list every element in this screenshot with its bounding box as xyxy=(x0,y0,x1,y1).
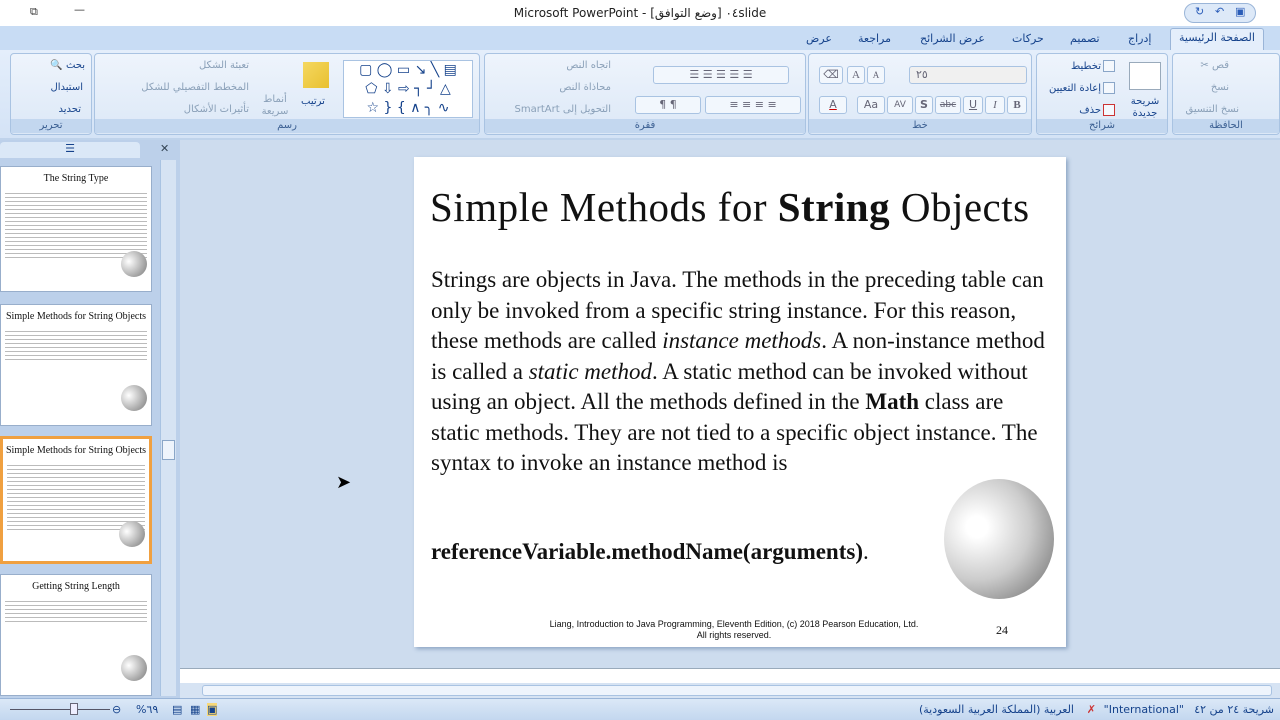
change-case-button[interactable]: Aa xyxy=(857,96,885,114)
shape-effects-button[interactable]: تأثيرات الأشكال xyxy=(183,104,249,115)
replace-button[interactable]: استبدال xyxy=(50,82,83,93)
body-text: . A static method can be invoked without using an object. All the methods defined in the xyxy=(431,358,1028,414)
thumbnail-title: Simple Methods for String Objects xyxy=(6,311,146,322)
footer-line: All rights reserved. xyxy=(696,630,772,640)
slide-title[interactable] xyxy=(430,183,1030,231)
scroll-thumb[interactable] xyxy=(202,685,1272,696)
language-indicator[interactable]: العربية (المملكة العربية السعودية) xyxy=(918,703,1074,716)
slides-group xyxy=(1036,53,1168,135)
slide-thumbnail[interactable] xyxy=(0,304,152,426)
slide-thumbnail[interactable] xyxy=(0,166,152,292)
theme-name: "International" xyxy=(1103,703,1184,716)
scroll-thumb[interactable] xyxy=(162,440,175,460)
footer-line: Liang, Introduction to Java Programming, Eleventh Edition, (c) 2018 Pearson Education, Ltd. xyxy=(549,619,919,629)
paragraph-group xyxy=(484,53,806,135)
slide-body-text[interactable] xyxy=(431,265,1051,479)
tab-animations[interactable]: حركات xyxy=(1012,32,1044,45)
alignment-icon[interactable]: ≡ ≡ ≡ ≡ xyxy=(705,96,801,114)
body-text: Strings are objects in Java. The methods in the preceding table can only be invoked from a specific string instance. For this reason, these methods are called xyxy=(431,267,1044,353)
thumbnail-title: Simple Methods for String Objects xyxy=(6,445,146,456)
tab-design[interactable]: تصميم xyxy=(1070,32,1100,45)
drawing-group xyxy=(94,53,480,135)
copy-button[interactable] xyxy=(1211,82,1229,93)
drawing-label: رسم xyxy=(95,119,479,133)
format-painter-label: نسخ التنسيق xyxy=(1185,104,1239,115)
restore-icon[interactable]: ⧉ xyxy=(30,5,38,18)
editing-group xyxy=(10,53,92,135)
clear-formatting-icon[interactable]: ⌫ xyxy=(819,66,843,84)
character-spacing-button[interactable]: AV xyxy=(887,96,913,114)
convert-smartart-button[interactable]: التحويل إلى SmartArt xyxy=(514,104,611,115)
select-button[interactable]: تحديد xyxy=(58,104,81,115)
find-button[interactable]: بحث 🔍 xyxy=(50,60,85,71)
zoom-slider[interactable] xyxy=(10,709,110,710)
font-color-button[interactable]: A xyxy=(819,96,847,114)
slide-number: 24 xyxy=(996,623,1008,637)
font-group xyxy=(808,53,1032,135)
notes-pane[interactable] xyxy=(180,668,1280,683)
text-direction-icon[interactable]: ¶ ¶ xyxy=(635,96,701,114)
reset-button[interactable] xyxy=(1049,82,1115,94)
slide-count: شريحة ٢٤ من ٤٢ xyxy=(1194,703,1274,716)
globe-image xyxy=(944,479,1054,599)
format-painter-button[interactable] xyxy=(1186,104,1239,115)
italic-button[interactable]: I xyxy=(985,96,1005,114)
font-size-field[interactable]: ٢٥ xyxy=(909,66,1027,84)
underline-button[interactable]: U xyxy=(963,96,983,114)
normal-view-icon[interactable]: ▤ xyxy=(172,703,183,716)
close-pane-icon[interactable]: ✕ xyxy=(160,142,170,155)
tab-view[interactable]: عرض xyxy=(806,32,832,45)
slideshow-icon[interactable]: ▣ xyxy=(207,703,218,716)
slide-sorter-icon[interactable]: ▦ xyxy=(190,703,201,716)
text-direction-button[interactable]: اتجاه النص xyxy=(566,60,611,71)
ribbon xyxy=(0,50,1280,138)
slide-thumbnail-selected[interactable] xyxy=(0,436,152,564)
status-bar xyxy=(0,698,1280,720)
find-label: بحث xyxy=(65,60,85,71)
title-part: Objects xyxy=(890,184,1030,230)
syntax-code: referenceVariable.methodName(arguments) xyxy=(431,539,863,564)
cut-label: قص xyxy=(1211,60,1229,71)
zoom-slider-thumb[interactable] xyxy=(70,703,78,715)
shadow-button[interactable]: S xyxy=(915,96,933,114)
new-slide-icon xyxy=(1129,62,1161,90)
slides-pane xyxy=(0,140,180,698)
tab-slideshow[interactable]: عرض الشرائح xyxy=(920,32,985,45)
zoom-out-icon[interactable]: ⊖ xyxy=(112,703,122,716)
slide-footer xyxy=(534,619,934,641)
slide-thumbnail[interactable] xyxy=(0,574,152,696)
shapes-gallery[interactable]: ▢ ◯ ▭ ↘ ╲ ▤ ⬠ ⇩ ⇨ ┐ ┘ △ ☆ } { ∧ ╮ ∿ xyxy=(343,60,473,118)
minimize-icon[interactable]: — xyxy=(74,3,85,16)
cut-button[interactable]: قص ✂ xyxy=(1200,60,1229,71)
arrange-icon xyxy=(303,62,329,88)
reset-label: إعادة التعيين xyxy=(1049,83,1101,94)
mouse-cursor-icon: ➤ xyxy=(336,472,352,493)
body-italic: instance methods xyxy=(662,328,822,353)
clipboard-group xyxy=(1172,53,1280,135)
slide-canvas[interactable] xyxy=(414,157,1066,647)
body-italic: static method xyxy=(528,358,653,384)
shape-fill-button[interactable]: تعبئة الشكل xyxy=(198,60,249,71)
body-text: class are static methods. They are not tied to a specific object instance. The syntax to invoke an instance method is xyxy=(431,389,1038,475)
arrange-button[interactable]: ترتيب xyxy=(301,96,325,107)
save-icon[interactable]: ▣ xyxy=(1235,5,1246,18)
layout-label: تخطيط xyxy=(1071,61,1101,72)
paragraph-label: فقرة xyxy=(485,119,805,133)
body-text: . A non-instance method is called a xyxy=(431,328,1045,384)
tab-review[interactable]: مراجعة xyxy=(858,32,892,45)
copy-label: نسخ xyxy=(1210,82,1229,93)
tab-insert[interactable]: إدراج xyxy=(1128,32,1152,45)
thumbnail-title: Getting String Length xyxy=(32,581,120,592)
title-bar xyxy=(0,0,1280,26)
horizontal-scrollbar[interactable] xyxy=(180,683,1280,698)
thumbnail-title: The String Type xyxy=(43,173,109,184)
bold-button[interactable]: B xyxy=(1007,96,1027,114)
delete-slide-button[interactable] xyxy=(1079,104,1115,116)
font-label: خط xyxy=(809,119,1031,133)
slides-label: شرائح xyxy=(1037,119,1167,133)
zoom-level[interactable]: %٦٩ xyxy=(136,703,159,716)
align-text-button[interactable]: محاذاة النص xyxy=(559,82,611,93)
undo-icon[interactable]: ↶ xyxy=(1215,5,1225,18)
ribbon-tabs xyxy=(0,26,1280,50)
strikethrough-button[interactable]: abc xyxy=(935,96,961,114)
quick-access-toolbar xyxy=(1184,3,1256,23)
redo-icon[interactable]: ↻ xyxy=(1195,5,1205,18)
window-title: Microsoft PowerPoint - [وضع التوافق] ٠٤slide xyxy=(513,6,767,20)
thumbnail-scrollbar[interactable] xyxy=(160,160,176,696)
new-slide-button[interactable]: شريحة جديدة xyxy=(1130,96,1160,119)
bullets-numbering-icon[interactable]: ☰ ☰ ☰ ☰ ☰ xyxy=(653,66,789,84)
delete-label: حذف xyxy=(1079,105,1101,116)
quick-styles-button[interactable]: أنماط سريعة xyxy=(261,94,289,117)
editing-label: تحرير xyxy=(11,119,91,133)
shape-outline-button[interactable]: المخطط التفصيلي للشكل xyxy=(141,82,249,93)
shrink-font-button[interactable]: A xyxy=(867,66,885,84)
grow-font-button[interactable]: A xyxy=(847,66,865,84)
layout-button[interactable] xyxy=(1071,60,1115,72)
spelling-icon[interactable]: ✗ xyxy=(1086,703,1096,716)
clipboard-label: الحافظة xyxy=(1173,119,1279,133)
title-part: Simple Methods for xyxy=(430,184,778,230)
syntax-line xyxy=(431,539,869,565)
syntax-period: . xyxy=(863,539,869,564)
tab-home[interactable]: الصفحة الرئيسية xyxy=(1170,28,1264,50)
outline-tab[interactable]: ☰ xyxy=(0,142,140,158)
body-bold: Math xyxy=(865,389,920,414)
title-bold-part: String xyxy=(777,184,891,230)
